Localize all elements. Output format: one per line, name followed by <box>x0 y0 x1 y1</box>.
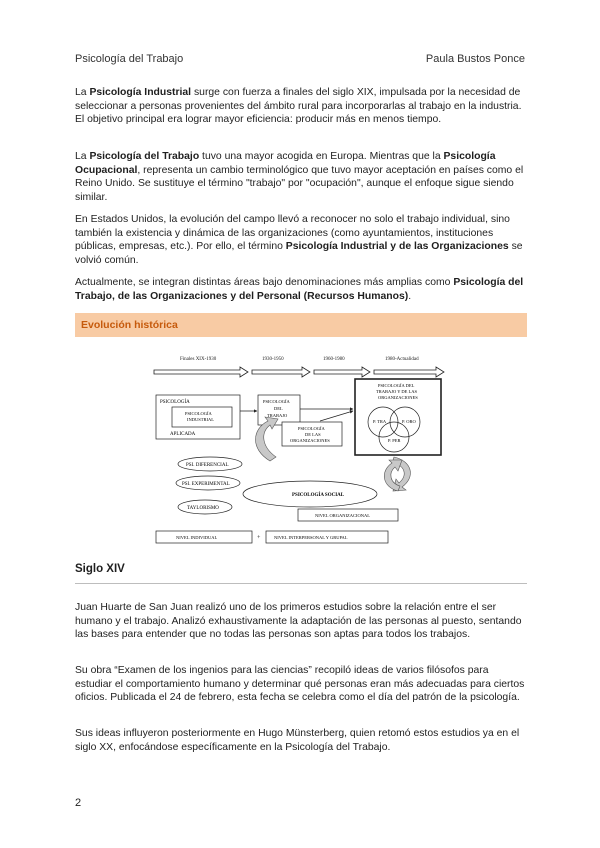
header-author: Paula Bustos Ponce <box>425 53 525 65</box>
ps-trabajo-label: TRABAJO <box>267 413 288 418</box>
section-band <box>75 313 527 337</box>
timeline-arrow <box>314 367 370 377</box>
section-title: Siglo XIV <box>75 563 125 575</box>
nivel-int-label: NIVEL INTERPERSONAL Y GRUPAL <box>274 535 348 540</box>
paragraph-actualmente: Actualmente, se integran distintas áreas bajo denominaciones más amplias como Psicología del Trabajo, de las Organizaciones y del Personal (Recursos Humanos). <box>75 277 524 302</box>
timeline-arrow <box>154 367 248 377</box>
venn-label-per: P. PER <box>388 438 401 443</box>
ps-org-label: DE LAS <box>305 432 321 437</box>
ps-trabajo-label: PSICOLOGÍA <box>263 399 290 404</box>
big-box-label: TRABAJO Y DE LAS <box>376 389 418 394</box>
ps-org-label: PSICOLOGÍA <box>298 426 325 431</box>
ps-diferencial-label: PSI. DIFERENCIAL <box>186 463 229 468</box>
taylorismo-label: TAYLORISMO <box>187 506 219 511</box>
period-label: 1980-Actualidad <box>385 357 419 362</box>
curved-arrow <box>384 460 402 491</box>
psicologia-label: PSICOLOGÍA <box>160 400 190 405</box>
period-label: Finales XIX-1930 <box>180 357 217 362</box>
connector-arrow <box>320 411 353 421</box>
big-box-label: ORGANIZACIONES <box>378 395 418 400</box>
period-label: 1930-1950 <box>262 357 284 362</box>
paragraph-munsterberg: Sus ideas influyeron posteriormente en Hugo Münsterberg, quien retomó estos estudios ya en el siglo XX, enfocándose específicamente en la Psicología del Trabajo. <box>75 728 520 753</box>
ps-industrial-label: PSICOLOGÍA <box>185 411 212 416</box>
paragraph-industrial: La Psicología Industrial surge con fuerza a finales del siglo XIX, impulsada por la necesidad de seleccionar a personas provenientes del ámbito rural para incorporarlas al trabajo en la industria. El objetivo principal era lograr mayor eficiencia: producir más en menos tiempo. <box>75 87 522 126</box>
evolution-diagram <box>150 349 450 549</box>
ps-social-label: PSICOLOGÍA SOCIAL <box>292 493 345 498</box>
venn-label-oro: P. ORO <box>402 419 416 424</box>
nivel-org-label: NIVEL ORGANIZACIONAL <box>315 513 370 518</box>
paragraph-trabajo: La Psicología del Trabajo tuvo una mayor acogida en Europa. Mientras que la Psicología Ocupacional, representa un cambio terminológico que tuvo mayor aceptación en países como el Reino Unido. Se sustituye el término "trabajo" por "ocupación", aunque el enfoque sigue siendo similar. <box>75 151 524 203</box>
aplicada-label: APLICADA <box>170 432 196 437</box>
header-title: Psicología del Trabajo <box>75 53 184 65</box>
section-band-title: Evolución histórica <box>81 319 178 331</box>
timeline-arrow <box>252 367 310 377</box>
ps-org-label: ORGANIZACIONES <box>290 438 330 443</box>
paragraph-examen: Su obra “Examen de los ingenios para las ciencias” recopiló ideas de varios filósofos para estudiar el comportamiento humano y determinar qué personas eran más adecuadas para ciertos oficios. Publicada el 24 de febrero, esta fecha se celebra como el día del patrón de la psicología. <box>75 665 525 704</box>
paragraph-huarte: Juan Huarte de San Juan realizó uno de los primeros estudios sobre la relación entre el ser humano y el trabajo. Analizó exhaustivamente la adaptación de las personas al puesto, sentando las bases para entender que no todas las personas son aptas para todos los trabajos. <box>75 602 522 641</box>
section-divider <box>75 583 527 584</box>
timeline-arrow <box>374 367 444 377</box>
ps-experimental-label: PSI. EXPERIMENTAL <box>182 482 230 487</box>
nivel-ind-label: NIVEL INDIVIDUAL <box>176 535 218 540</box>
venn-label-tra: P. TRA <box>373 419 387 424</box>
plus-sign: + <box>257 535 261 541</box>
big-box-label: PSICOLOGÍA DEL <box>378 383 415 388</box>
page-number: 2 <box>75 797 82 809</box>
ps-trabajo-label: DEL <box>274 406 283 411</box>
period-label: 1960-1980 <box>323 357 345 362</box>
ps-industrial-label: INDUSTRIAL <box>187 417 214 422</box>
paragraph-estados-unidos: En Estados Unidos, la evolución del campo llevó a reconocer no solo el trabajo individual, sino también la existencia y dinámica de las organizaciones (como ayuntamientos, instituciones públicas, empresas, etc.). Por ello, el término Psicología Industrial y de las Organizaciones se volvió común. <box>75 214 523 266</box>
